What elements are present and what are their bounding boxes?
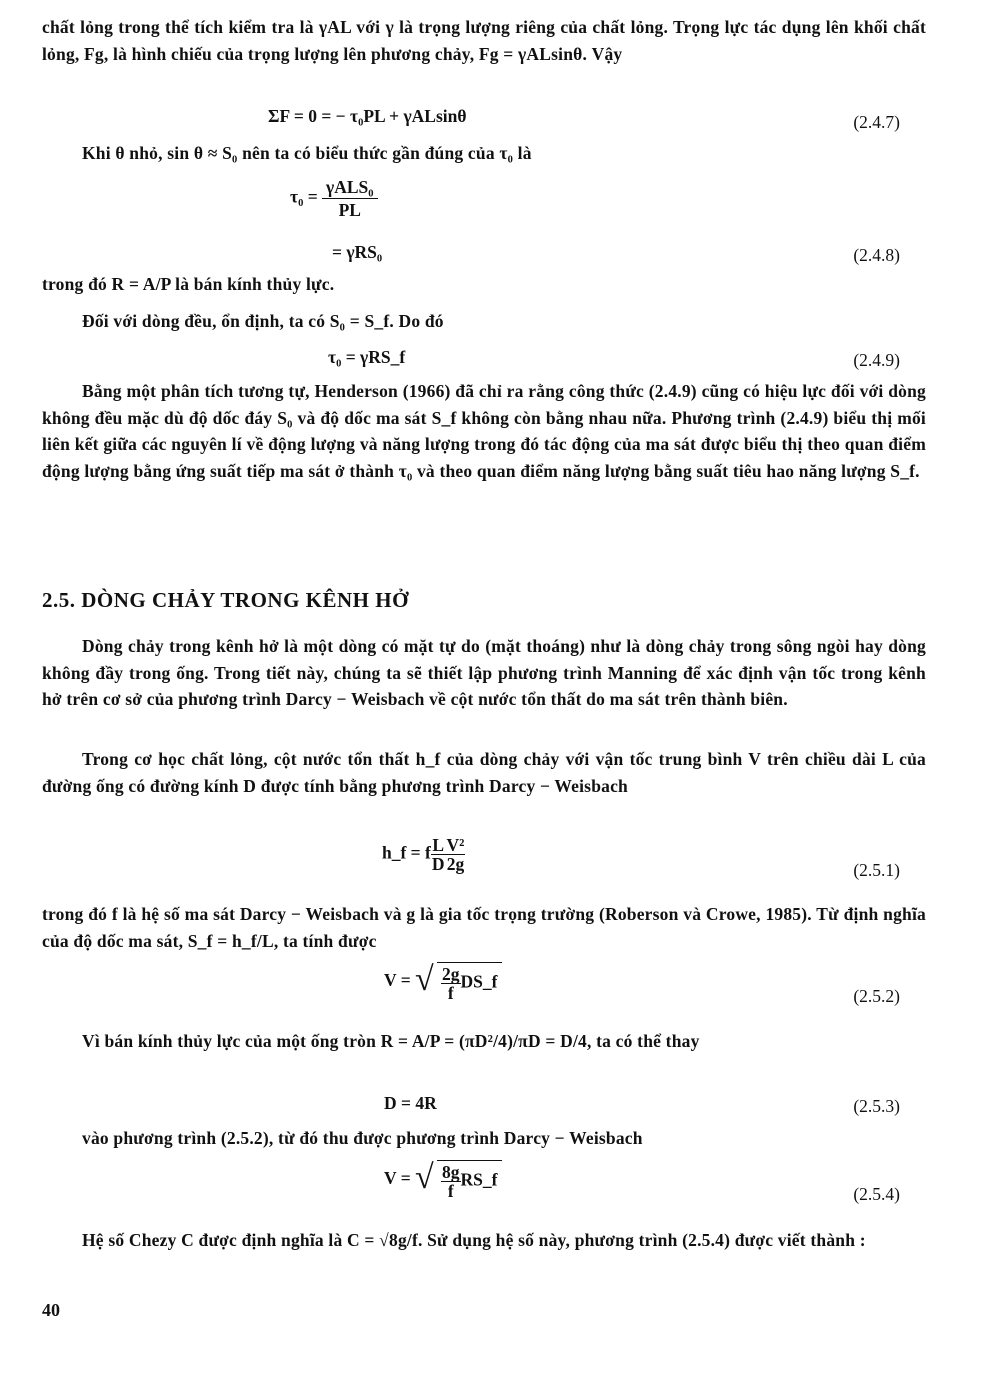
equation-2-5-3: D = 4R (384, 1093, 437, 1113)
paragraph-friction-factor: trong đó f là hệ số ma sát Darcy − Weisbach và g là gia tốc trọng trường (Roberson và Crowe, 1985). Từ định nghĩa của độ dốc ma sát, S_f = h_f/L, ta tính được (42, 904, 926, 951)
paragraph-chezy: Hệ số Chezy C được định nghĩa là C = √8g/f. Sử dụng hệ số này, phương trình (2.5.4) được viết thành : (82, 1230, 866, 1250)
radicand (437, 1160, 501, 1200)
equation-number-2-4-9: (2.4.9) (853, 350, 900, 370)
paragraph-substitute: vào phương trình (2.5.2), từ đó thu được phương trình Darcy − Weisbach (82, 1128, 643, 1148)
fraction-numerator: V² (446, 835, 465, 855)
equation-2-5-4-lhs: V = (384, 1168, 411, 1189)
fraction-numerator: 8g (442, 1162, 460, 1182)
paragraph-open-channel: Dòng chảy trong kênh hở là một dòng có mặt tự do (mặt thoáng) như là dòng chảy trong sông ngòi hay dòng không đầy trong ống. Trong tiết này, chúng ta sẽ thiết lập phương trình Manning để xác định vận tốc trong kênh hở trên cơ sở của phương trình Darcy − Weisbach về cột nước tổn thất do ma sát trên thành biên. (42, 636, 926, 709)
fraction-8g-over-f (441, 1163, 461, 1200)
equation-number-2-5-2: (2.5.2) (853, 986, 900, 1006)
equation-2-5-1-lhs: h_f = f (382, 842, 431, 863)
equation-number-2-5-1: (2.5.1) (853, 860, 900, 880)
equation-2-5-1 (382, 836, 465, 873)
equation-number-2-5-3: (2.5.3) (853, 1096, 900, 1116)
equation-number-2-4-8: (2.4.8) (853, 245, 900, 265)
equation-2-4-9: τ₀ = γRS_f (328, 347, 406, 367)
fraction-denominator: f (447, 983, 454, 1003)
paragraph-uniform-flow: Đối với dòng đều, ổn định, ta có S₀ = S_f. Do đó (82, 311, 444, 331)
fraction-shear-stress (322, 176, 377, 221)
section-heading: 2.5. DÒNG CHẢY TRONG KÊNH HỞ (42, 588, 409, 612)
radicand (437, 962, 501, 1002)
fraction-2g-over-f (441, 965, 461, 1002)
paragraph-circular-pipe: Vì bán kính thủy lực của một ống tròn R = A/P = (πD²/4)/πD = D/4, ta có thể thay (82, 1031, 700, 1051)
square-root (415, 1160, 501, 1200)
fraction-denominator: D (431, 854, 445, 874)
radical-sign: √ (415, 1159, 434, 1196)
fraction-denominator: PL (338, 200, 361, 220)
fraction-length-diameter (431, 836, 446, 873)
fraction-numerator: 2g (442, 964, 460, 984)
equation-number-2-4-7: (2.4.7) (853, 112, 900, 132)
equation-2-5-2 (384, 962, 502, 1002)
equation-number-2-5-4: (2.5.4) (853, 1184, 900, 1204)
paragraph-small-angle: Khi θ nhỏ, sin θ ≈ S₀ nên ta có biểu thức gần đúng của τ₀ là (82, 143, 532, 163)
fraction-numerator: γALS₀ (322, 176, 377, 199)
paragraph-henderson: Bằng một phân tích tương tự, Henderson (1966) đã chỉ ra rằng công thức (2.4.9) cũng có hiệu lực đối với dòng không đều mặc dù độ dốc đáy S₀ và độ dốc ma sát S_f không còn bằng nhau nữa. Phương trình (2.4.9) biểu thị mối liên kết giữa các nguyên lí về động lượng và năng lượng trong đó tác động của ma sát được biểu thị theo quan điểm động lượng bằng ứng suất tiếp ma sát ở thành τ₀ và theo quan điểm năng lượng bằng suất tiêu hao năng lượng S_f. (42, 381, 926, 481)
paragraph-darcy-weisbach: Trong cơ học chất lỏng, cột nước tổn thất h_f của dòng chảy với vận tốc trung bình V trên chiều dài L của đường ống có đường kính D được tính bằng phương trình Darcy − Weisbach (42, 749, 926, 796)
radicand-tail: DS_f (460, 971, 498, 992)
sigma-symbol: ΣF (268, 106, 290, 126)
page-number: 40 (42, 1300, 60, 1320)
fraction-numerator: L (432, 835, 445, 855)
equation-2-4-8-lhs: τ₀ = (290, 186, 318, 207)
equation-2-4-7 (268, 104, 467, 128)
radicand-tail: RS_f (460, 1169, 498, 1190)
square-root (415, 962, 501, 1002)
equation-2-4-7-body: = 0 = − τ₀PL + γALsinθ (293, 106, 467, 126)
fraction-denominator: f (447, 1181, 454, 1201)
fraction-velocity-head (446, 836, 466, 873)
fraction-denominator: 2g (446, 854, 465, 874)
equation-2-4-8-second-line: = γRS₀ (332, 242, 383, 262)
radical-sign: √ (415, 961, 434, 998)
paragraph-control-volume: chất lỏng trong thể tích kiểm tra là γAL với γ là trọng lượng riêng của chất lỏng. Trọng lực tác dụng lên khối chất lỏng, Fg, là hình chiếu của trọng lượng lên phương chảy, Fg = γALsinθ. Vậy (42, 17, 926, 64)
equation-2-5-2-lhs: V = (384, 970, 411, 991)
equation-2-5-4 (384, 1160, 502, 1200)
paragraph-hydraulic-radius: trong đó R = A/P là bán kính thủy lực. (42, 274, 335, 294)
equation-2-4-8 (290, 176, 378, 221)
